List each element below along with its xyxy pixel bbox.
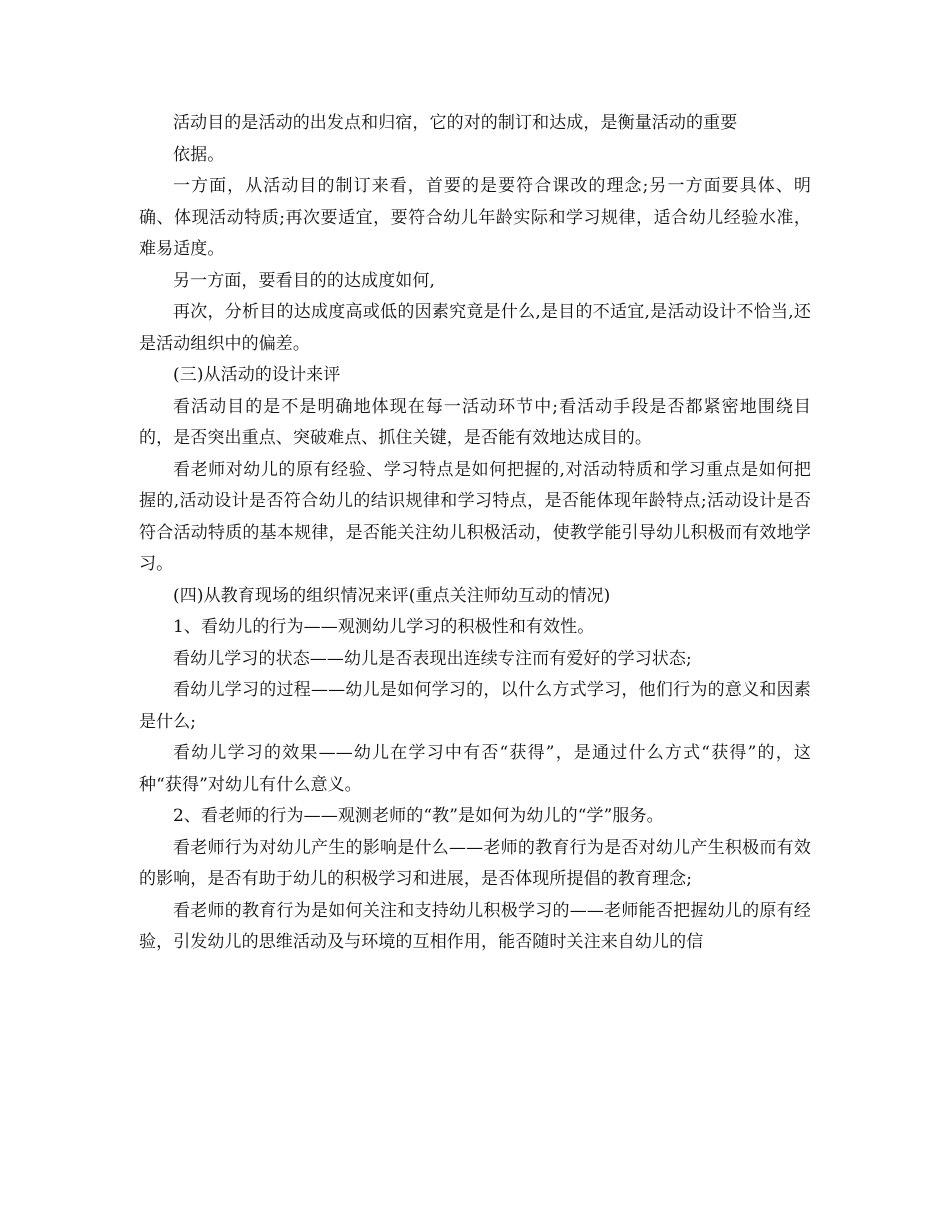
section-heading-organization: (四)从教育现场的组织情况来评(重点关注师幼互动的情况): [173, 585, 611, 606]
subheading-teacher-behavior: 2、看老师的行为——观测老师的“教”是如何为幼儿的“学”服务。: [173, 806, 664, 826]
subheading-child-behavior: 1、看幼儿的行为——观测幼儿学习的积极性和有效性。: [173, 617, 595, 637]
paragraph-learning-state: 看幼儿学习的状态——幼儿是否表现出连续专注而有爱好的学习状态;: [173, 648, 692, 669]
paragraph-design-goals: 看活动目的是不是明确地体现在每一活动环节中;看活动手段是否都紧密地围绕目的，是否突出重点、突破难点、抓住关键，是否能有效地达成目的。: [139, 396, 811, 448]
paragraph-goal-analysis: 再次，分析目的达成度高或低的因素究竟是什么,是目的不适宜,是活动设计不恰当,还是活动组织中的偏差。: [139, 302, 811, 354]
paragraph-design-experience: 看老师对幼儿的原有经验、学习特点是如何把握的,对活动特质和学习重点是如何把握的,活动设计是否符合幼儿的结识规律和学习特点，是否能体现年龄特点;活动设计是否符合活动特质的基本规律，是否能关注幼儿积极活动，使教学能引导幼儿积极而有效地学习。: [139, 459, 811, 574]
paragraph-learning-effect: 看幼儿学习的效果——幼儿在学习中有否“获得”，是通过什么方式“获得”的，这种“获得”对幼儿有什么意义。: [139, 743, 811, 795]
paragraph-teacher-influence: 看老师行为对幼儿产生的影响是什么——老师的教育行为是否对幼儿产生积极而有效的影响，是否有助于幼儿的积极学习和进展，是否体现所提倡的教育理念;: [139, 837, 811, 889]
document-body: [139, 108, 811, 959]
paragraph-learning-process: 看幼儿学习的过程——幼儿是如何学习的，以什么方式学习，他们行为的意义和因素是什么;: [139, 680, 811, 732]
paragraph-teacher-support: 看老师的教育行为是如何关注和支持幼儿积极学习的——老师能否把握幼儿的原有经验，引发幼儿的思维活动及与环境的互相作用，能否随时关注来自幼儿的信: [139, 900, 811, 952]
paragraph-goal-setting: 一方面，从活动目的制订来看，首要的是要符合课改的理念;另一方面要具体、明确、体现活动特质;再次要适宜，要符合幼儿年龄实际和学习规律，适合幼儿经验水准，难易适度。: [139, 176, 811, 259]
paragraph-activity-goal-intro: [139, 108, 811, 171]
section-heading-design: (三)从活动的设计来评: [173, 365, 341, 385]
text-line: 活动目的是活动的出发点和归宿，它的对的制订和达成，是衡量活动的重要: [173, 113, 738, 133]
text-line: 依据。: [173, 144, 225, 165]
paragraph-goal-achievement: 另一方面，要看目的的达成度如何,: [173, 270, 436, 291]
